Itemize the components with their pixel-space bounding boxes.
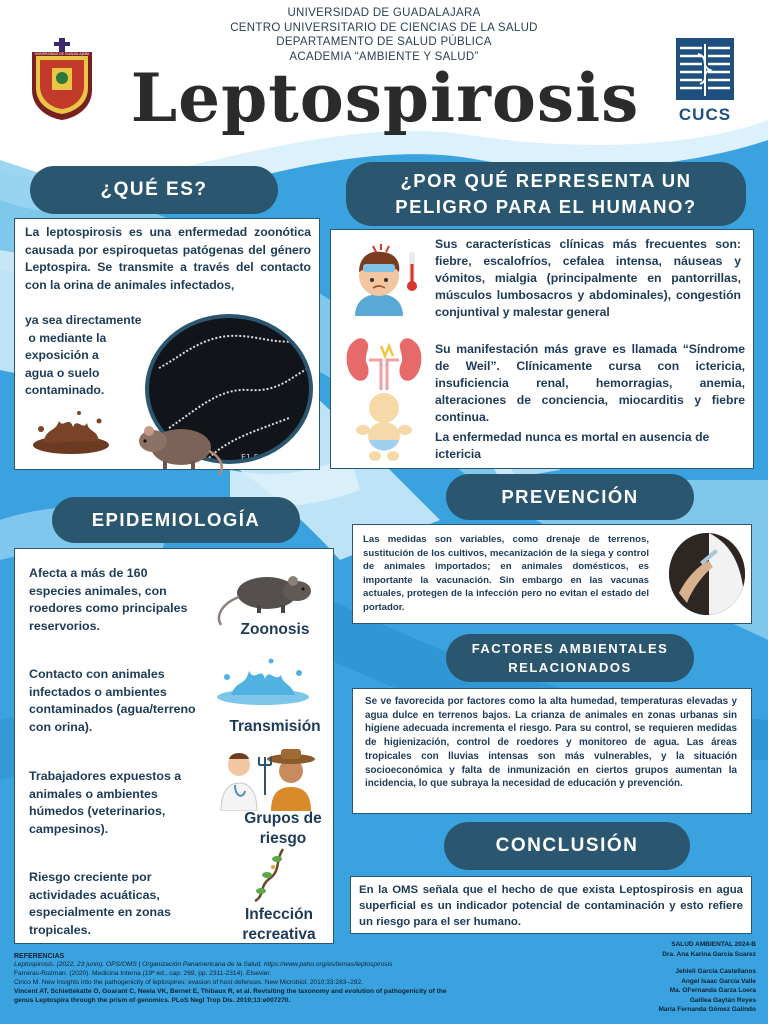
- vine-icon: [247, 847, 293, 903]
- references-title: REFERENCIAS: [14, 953, 65, 960]
- cucs-logo: [676, 38, 734, 124]
- rat-icon: [133, 415, 229, 481]
- conclusion-box: [350, 876, 752, 934]
- sick-person-icon: [345, 242, 421, 316]
- factores-heading-line: RELACIONADOS: [508, 660, 632, 675]
- reference-line: Leptospirosis. (2022, 23 junio). OPS/OMS | Organización Panamericana de la Salud. https://www.paho.org/es/temas/leptospirosis: [14, 961, 393, 968]
- factores-heading-line: FACTORES AMBIENTALES: [471, 641, 669, 656]
- kidney-icon: [343, 330, 425, 390]
- prevencion-box: [352, 524, 752, 624]
- baby-icon: [351, 390, 417, 462]
- peligro-box: [330, 229, 754, 469]
- factores-box: [352, 688, 752, 814]
- que-es-line: exposición a: [25, 348, 99, 362]
- epi-item-label: Grupos de riesgo: [244, 810, 322, 847]
- credits: [560, 940, 756, 1015]
- que-es-heading: [30, 166, 278, 214]
- student-name: Galilea Gaytán Reyes: [689, 996, 756, 1004]
- que-es-heading-text: ¿QUÉ ES?: [100, 179, 208, 200]
- epi-item-label: Zoonosis: [240, 621, 310, 638]
- student-name: Angel Isaac García Valle: [681, 977, 756, 985]
- workers-icon: [215, 745, 325, 811]
- institution-line: ACADEMIA “AMBIENTE Y SALUD”: [289, 50, 479, 63]
- prevencion-text: Las medidas son variables, como drenaje de terrenos, sustitución de los cultivos, mecanización de la siega y control de animales importados; en animales domésticos, es importante la vacunación. Sin embargo en las vacunas actuales, protegen de la infección pero no evitan el estado del portador.: [363, 534, 649, 613]
- epidemiologia-heading-text: EPIDEMIOLOGÍA: [91, 509, 261, 530]
- que-es-box: [14, 218, 320, 470]
- rat-icon: [211, 567, 315, 629]
- svg-text:UNIVERSIDAD DE GUADALAJARA: UNIVERSIDAD DE GUADALAJARA: [34, 52, 90, 56]
- mud-splash-icon: [29, 407, 113, 457]
- peligro-heading-line: PELIGRO PARA EL HUMANO?: [395, 196, 697, 217]
- que-es-line: agua o suelo: [25, 365, 100, 380]
- epidemiologia-heading: [52, 497, 300, 543]
- cucs-logo-text: CUCS: [678, 105, 732, 124]
- conclusion-text: En la OMS señala que el hecho de que exista Leptospirosis en agua superficial es un indicador potencial de contaminación y esto refiere un riesgo para el ser humano.: [359, 884, 743, 928]
- que-es-paragraph: La leptospirosis es una enfermedad zoonótica causada por espiroquetas patógenas del género Leptospira. Se transmite a través del contacto con la orina de animales infectados,: [25, 225, 311, 292]
- que-es-line: contaminado.: [25, 383, 105, 397]
- udg-seal: [30, 38, 94, 120]
- conclusion-heading: [444, 822, 690, 870]
- prevencion-heading: [446, 474, 694, 520]
- peligro-heading-line: ¿POR QUÉ REPRESENTA UN: [400, 170, 692, 191]
- institution-line: UNIVERSIDAD DE GUADALAJARA: [287, 7, 481, 19]
- factores-heading: [446, 634, 694, 682]
- institution-line: DEPARTAMENTO DE SALUD PÚBLICA: [276, 36, 492, 48]
- reference-line: genus Leptospira through the prism of genomics. PLoS Negl Trop Dis. 2019;13:e007270.: [14, 997, 291, 1004]
- poster-title: Leptospirosis: [130, 59, 640, 137]
- cucs-emblem-icon: [676, 38, 734, 100]
- epi-item-label: Infección recreativa: [242, 906, 316, 943]
- student-name: María Fernanda Gómez Galindo: [658, 1006, 756, 1013]
- epi-item-text: Riesgo creciente por actividades acuáticas, especialmente en zonas tropicales.: [29, 870, 171, 937]
- reference-line: Farreras-Rozman. (2020). Medicina Interna (19ª ed., cap. 269, pp. 2311-2314). Elsevier.: [14, 970, 272, 977]
- conclusion-heading-text: CONCLUSIÓN: [495, 835, 639, 856]
- peligro-p1: Sus características clínicas más frecuentes son: fiebre, escalofríos, cefalea intensa, náuseas y vómitos, mialgia (principalmente en pantorrillas, músculos lumbosacros y abdominales), congestión conjuntival y malestar general: [435, 237, 741, 319]
- teacher-name: Dra. Ana Karina García Suarez: [662, 950, 756, 958]
- references: [14, 953, 574, 1005]
- reference-line: Cinco M. New insights into the pathogenicity of leptospires: evasion of host defences. New Microbiol. 2010;33:283–292.: [14, 979, 363, 986]
- que-es-line: ya sea directamente: [25, 313, 142, 327]
- institution-lines: [200, 6, 568, 64]
- student-name: Ma. OFernanda Garza Loera: [669, 987, 756, 994]
- factores-text: Se ve favorecida por factores como la alta humedad, temperaturas elevadas y agua dulce en terrenos bajos. La crianza de animales en zonas urbanas sin higiene adecuada incrementa el riesgo. Para su control, se requieren medidas de higienización, control de roedores y monitoreo de agua. Las áreas tropicales con lluvias intensas son más vulnerables, y la situación socioeconómica y falta de inmunización en ciertos grupos aumentan la incidencia, lo que subraya la necesidad de educación y prevención.: [365, 696, 737, 790]
- prevencion-heading-text: PREVENCIÓN: [501, 486, 639, 507]
- peligro-p3: La enfermedad nunca es mortal en ausencia de ictericia: [435, 430, 710, 461]
- reference-line: Vincent AT, Schiettekatte O, Goarant C, Neela VK, Bernet E, Thibaux R, et al. Revisiting the taxonomy and evolution of pathogenicity of the: [14, 988, 447, 995]
- epi-item-text: Afecta a más de 160 especies animales, con roedores como principales reservorios.: [29, 566, 188, 633]
- peligro-p2: Su manifestación más grave es llamada “Síndrome de Weil”. Clínicamente cursa con ictericia, insuficiencia renal, hemorragias, anemia, alteraciones de conciencia, miocarditis y fiebre continua.: [435, 342, 745, 424]
- institution-line: CENTRO UNIVERSITARIO DE CIENCIAS DE LA SALUD: [230, 21, 538, 34]
- vaccination-photo: [669, 533, 745, 615]
- water-splash-icon: [211, 657, 315, 709]
- peligro-heading: [346, 162, 746, 226]
- course-label: SALUD AMBIENTAL 2024-B: [671, 941, 756, 948]
- epi-item-text: Contacto con animales infectados o ambientes contaminados (agua/terreno con orina).: [29, 667, 196, 734]
- student-name: Jehieli García Castellanos: [675, 968, 756, 975]
- epidemiologia-box: [14, 548, 334, 944]
- micrograph-caption: E1.5 kV: [241, 453, 272, 462]
- que-es-line: o mediante la: [25, 330, 107, 345]
- epi-item-label: Transmisión: [229, 718, 321, 735]
- epi-item-text: Trabajadores expuestos a animales o ambientes húmedos (veterinarios, campesinos).: [29, 769, 182, 836]
- que-es-lines: [25, 312, 142, 400]
